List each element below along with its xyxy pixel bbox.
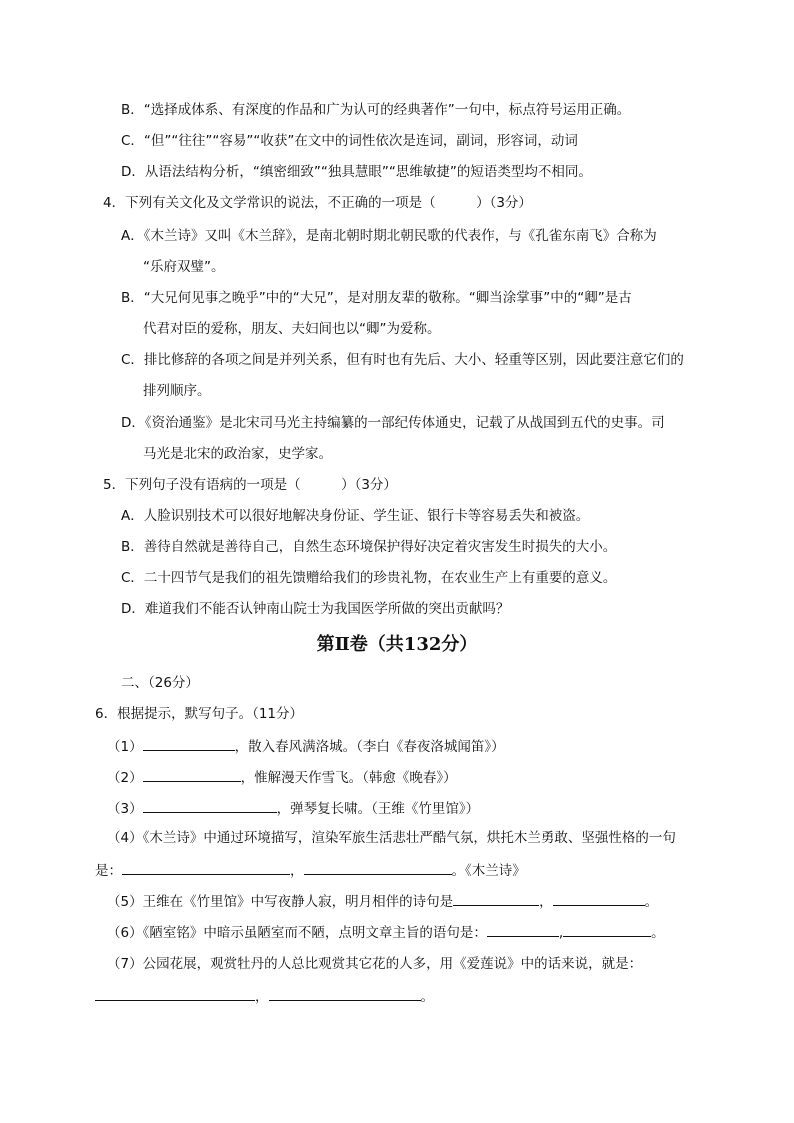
q5-option-d: D．难道我们不能否认钟南山院士为我国医学所做的突出贡献吗？ xyxy=(121,601,510,617)
separator: ， xyxy=(255,989,269,1005)
answer-blank[interactable] xyxy=(95,986,255,1001)
q6-stem: 6．根据提示，默写句子。（11分） xyxy=(95,706,304,722)
separator: ， xyxy=(290,863,304,879)
part2-heading: 二、（26分） xyxy=(121,675,199,691)
q6-item-2 xyxy=(107,767,457,787)
q4-option-b-cont: 代君对臣的爱称，朋友、夫妇间也以“卿”为爱称。 xyxy=(143,321,441,337)
q4-option-c: C．排比修辞的各项之间是并列关系，但有时也有先后、大小、轻重等区别，因此要注意它们的 xyxy=(121,352,684,368)
separator: ， xyxy=(539,894,553,910)
item-text: （5）王维在《竹里馆》中写夜静人寂，明月相伴的诗句是 xyxy=(107,894,454,910)
section-title: 第Ⅱ卷（共132分） xyxy=(316,634,478,655)
answer-blank[interactable] xyxy=(143,736,235,751)
q3-option-c: C．“但”“往往”“容易”“收获”在文中的词性依次是连词，副词，形容词，动词 xyxy=(121,133,578,149)
q6-item-4: （4）《木兰诗》中通过环境描写，渲染军旅生活悲壮严酷气氛，烘托木兰勇敢、坚强性格的一句 xyxy=(107,830,676,846)
q5-option-b: B．善待自然就是善待自己，自然生态环境保护得好决定着灾害发生时损失的大小。 xyxy=(121,539,617,555)
item-text: 是： xyxy=(95,863,122,879)
q4-option-c-cont: 排列顺序。 xyxy=(143,383,211,399)
q6-item-7: （7）公园花展，观赏牡丹的人总比观赏其它花的人多，用《爱莲说》中的话来说，就是： xyxy=(107,956,643,972)
item-text: 。 xyxy=(644,894,659,910)
q5-option-a: A．人脸识别技术可以很好地解决身份证、学生证、银行卡等容易丢失和被盗。 xyxy=(121,508,590,524)
q6-item-6 xyxy=(107,922,665,942)
q4-option-a-cont: “乐府双璧”。 xyxy=(143,259,225,275)
q4-option-a: A．《木兰诗》又叫《木兰辞》，是南北朝时期北朝民歌的代表作，与《孔雀东南飞》合称为 xyxy=(121,228,657,244)
q4-option-d-cont: 马光是北宋的政治家，史学家。 xyxy=(143,446,332,462)
answer-blank[interactable] xyxy=(269,986,421,1001)
q5-stem: 5．下列句子没有语病的一项是（ ）（3分） xyxy=(103,477,397,493)
q4-option-d: D．《资治通鉴》是北宋司马光主持编纂的一部纪传体通史，记载了从战国到五代的史事。司 xyxy=(121,415,665,431)
answer-blank[interactable] xyxy=(563,922,651,937)
item-text: 。 xyxy=(651,925,665,941)
q6-item-3 xyxy=(107,798,479,818)
q4-stem: 4．下列有关文化及文学常识的说法，不正确的一项是（ ）（3分） xyxy=(103,195,532,211)
q3-option-b: B．“选择成体系、有深度的作品和广为认可的经典著作”一句中，标点符号运用正确。 xyxy=(121,102,631,118)
answer-blank[interactable] xyxy=(122,860,290,875)
item-text: 。 xyxy=(420,989,434,1005)
item-number: （2） xyxy=(107,770,143,786)
item-number: （1） xyxy=(107,739,143,755)
item-text: ，惟解漫天作雪飞。（韩愈《晚春》） xyxy=(240,770,457,786)
q6-item-7-answer xyxy=(95,986,434,1006)
q3-option-d: D．从语法结构分析，“缜密细致”“独具慧眼”“思维敏捷”的短语类型均不相同。 xyxy=(121,164,592,180)
item-number: （3） xyxy=(107,801,143,817)
answer-blank[interactable] xyxy=(143,798,277,813)
item-text: 。《木兰诗》 xyxy=(451,863,526,879)
answer-blank[interactable] xyxy=(453,891,539,906)
answer-blank[interactable] xyxy=(304,860,452,875)
answer-blank[interactable] xyxy=(143,767,241,782)
q5-option-c: C．二十四节气是我们的祖先馈赠给我们的珍贵礼物，在农业生产上有重要的意义。 xyxy=(121,570,617,586)
q6-item-4-answer xyxy=(95,860,526,880)
answer-blank[interactable] xyxy=(487,922,559,937)
item-text: （6）《陋室铭》中暗示虽陋室而不陋，点明文章主旨的语句是： xyxy=(107,925,487,941)
item-text: ，弹琴复长啸。（王维《竹里馆》） xyxy=(276,801,480,817)
answer-blank[interactable] xyxy=(553,891,645,906)
item-text: ，散入春风满洛城。（李白《春夜洛城闻笛》） xyxy=(234,739,505,755)
q4-option-b: B．“大兄何见事之晚乎”中的“大兄”，是对朋友辈的敬称。“卿当涂掌事”中的“卿”是古 xyxy=(121,290,632,306)
q6-item-1 xyxy=(107,736,505,756)
separator: , xyxy=(558,925,564,941)
q6-item-5 xyxy=(107,891,658,911)
